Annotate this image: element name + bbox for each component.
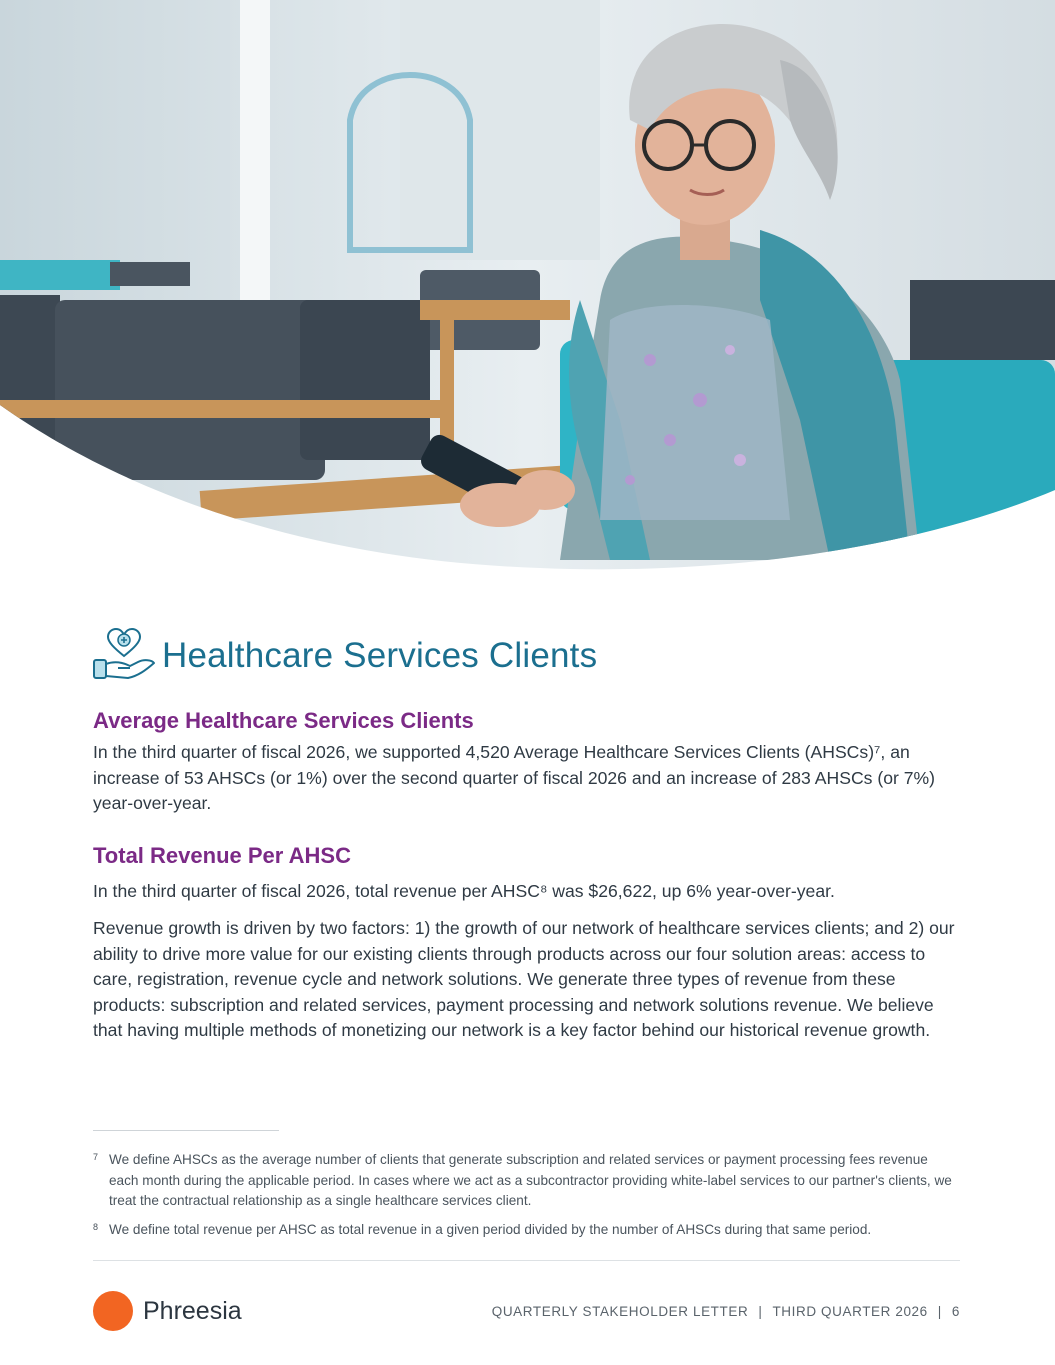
brand-dot-icon (93, 1291, 133, 1331)
footnote-number: 8 (93, 1221, 99, 1232)
footer-separator: | (937, 1303, 942, 1319)
brand-logo (93, 1291, 242, 1331)
heart-in-hand-icon (92, 628, 156, 684)
hero-photo (0, 0, 1055, 580)
footnote-8 (93, 1220, 953, 1241)
main-content (93, 708, 963, 1044)
brand-name: Phreesia (143, 1296, 242, 1325)
section-title: Healthcare Services Clients (162, 636, 598, 675)
footnote-7 (93, 1150, 953, 1212)
ahsc-heading: Average Healthcare Services Clients (93, 708, 474, 733)
page-footer (93, 1290, 960, 1332)
ahsc-paragraph: In the third quarter of fiscal 2026, we supported 4,520 Average Healthcare Services Clients (AHSCs)⁷, an increase of 53 AHSCs (or 1%) over the second quarter of fiscal 2026 and an increase of 283 AHSCs (or 7%) year-over-year. (93, 742, 936, 813)
footer-divider (93, 1260, 960, 1261)
revenue-growth-paragraph: Revenue growth is driven by two factors: 1) the growth of our network of healthcare services clients; and 2) our ability to drive more value for our existing clients through products across our four solution areas: access to care, registration, revenue cycle and network solutions. We generate three types of revenue from these products: subscription and related services, payment processing and network solutions revenue. We believe that having multiple methods of monetizing our network is a key factor behind our historical revenue growth. (93, 918, 955, 1040)
footer-separator: | (758, 1303, 763, 1319)
footnote-divider (93, 1130, 279, 1131)
footer-meta (492, 1304, 960, 1319)
footnote-text: We define AHSCs as the average number of clients that generate subscription and related services or payment processing fees revenue each month during the applicable period. In cases where we act as a subcontractor providing white-label services to our partner's clients, we treat the contractual relationship as a single healthcare services client. (109, 1152, 952, 1208)
footnote-text: We define total revenue per AHSC as total revenue in a given period divided by the number of AHSCs during that same period. (109, 1221, 872, 1237)
footer-label: QUARTERLY STAKEHOLDER LETTER (491, 1303, 749, 1319)
footnote-number: 7 (93, 1152, 99, 1162)
section-header (92, 628, 597, 684)
footer-quarter: THIRD QUARTER 2026 (772, 1303, 928, 1319)
revenue-summary: In the third quarter of fiscal 2026, total revenue per AHSC⁸ was $26,622, up 6% year-over-year. (93, 880, 835, 901)
page-number: 6 (951, 1303, 960, 1319)
footnotes (93, 1150, 953, 1248)
revenue-heading: Total Revenue Per AHSC (93, 842, 351, 868)
